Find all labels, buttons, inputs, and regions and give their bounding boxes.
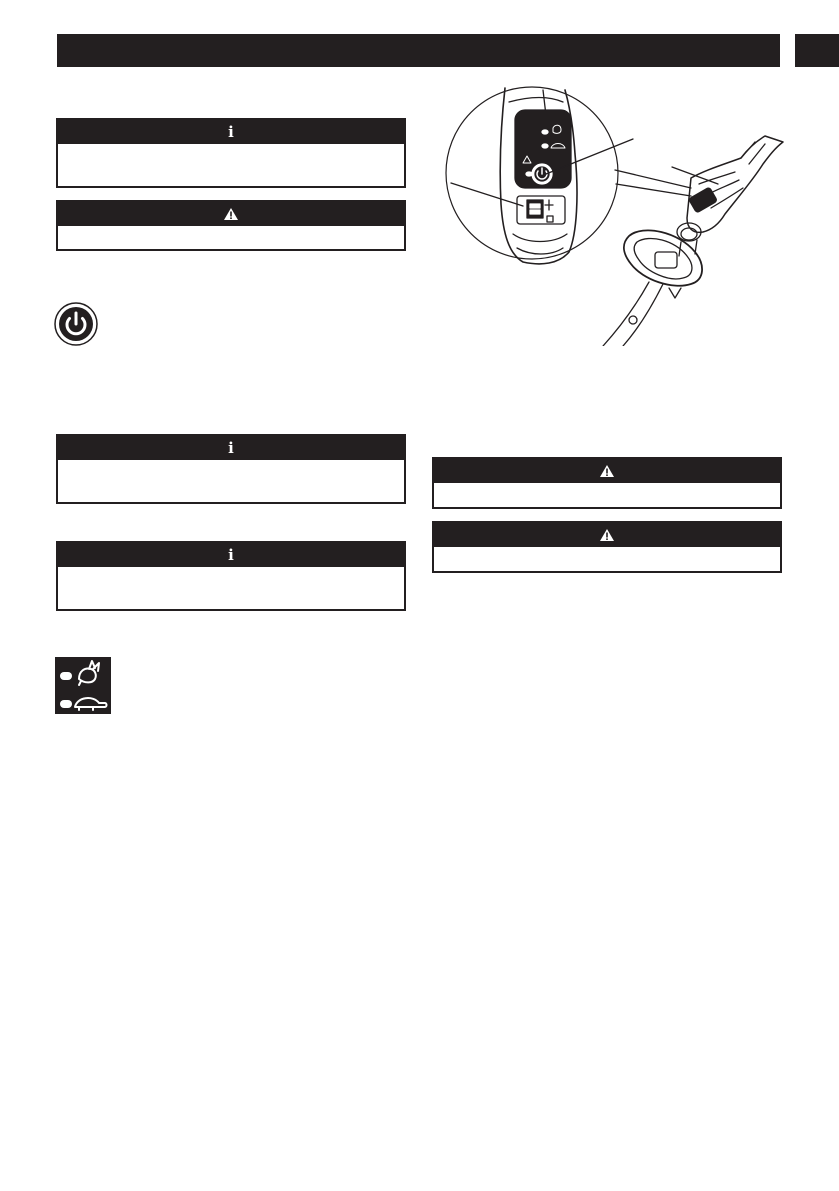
page-tab [795, 34, 839, 67]
section-header-bar [57, 34, 780, 67]
info-notice-text [58, 144, 404, 152]
info-notice [56, 434, 406, 504]
warning-notice-text [434, 483, 780, 491]
warning-notice [432, 521, 782, 573]
warning-notice-header [434, 523, 780, 547]
low-speed-led-icon [60, 700, 72, 708]
info-notice-header [58, 120, 404, 144]
high-speed-led-icon [60, 672, 72, 680]
warning-triangle-icon [224, 208, 238, 220]
warning-notice-text [58, 226, 404, 234]
info-notice-text [58, 460, 404, 468]
warning-triangle-icon [600, 529, 614, 541]
speed-mode-icon [55, 657, 111, 714]
info-notice-text [58, 567, 404, 575]
info-notice [56, 541, 406, 611]
power-button-icon [54, 302, 98, 346]
warning-notice-header [58, 202, 404, 226]
info-icon: i [228, 439, 234, 457]
info-notice-header [58, 436, 404, 460]
info-notice [56, 118, 406, 188]
warning-notice [432, 457, 782, 509]
info-notice-header [58, 543, 404, 567]
info-icon: i [228, 123, 234, 141]
warning-notice [56, 200, 406, 251]
warning-triangle-icon [600, 465, 614, 477]
info-icon: i [228, 546, 234, 564]
trimmer-handle-illustration [443, 84, 791, 346]
warning-notice-text [434, 547, 780, 555]
warning-notice-header [434, 459, 780, 483]
